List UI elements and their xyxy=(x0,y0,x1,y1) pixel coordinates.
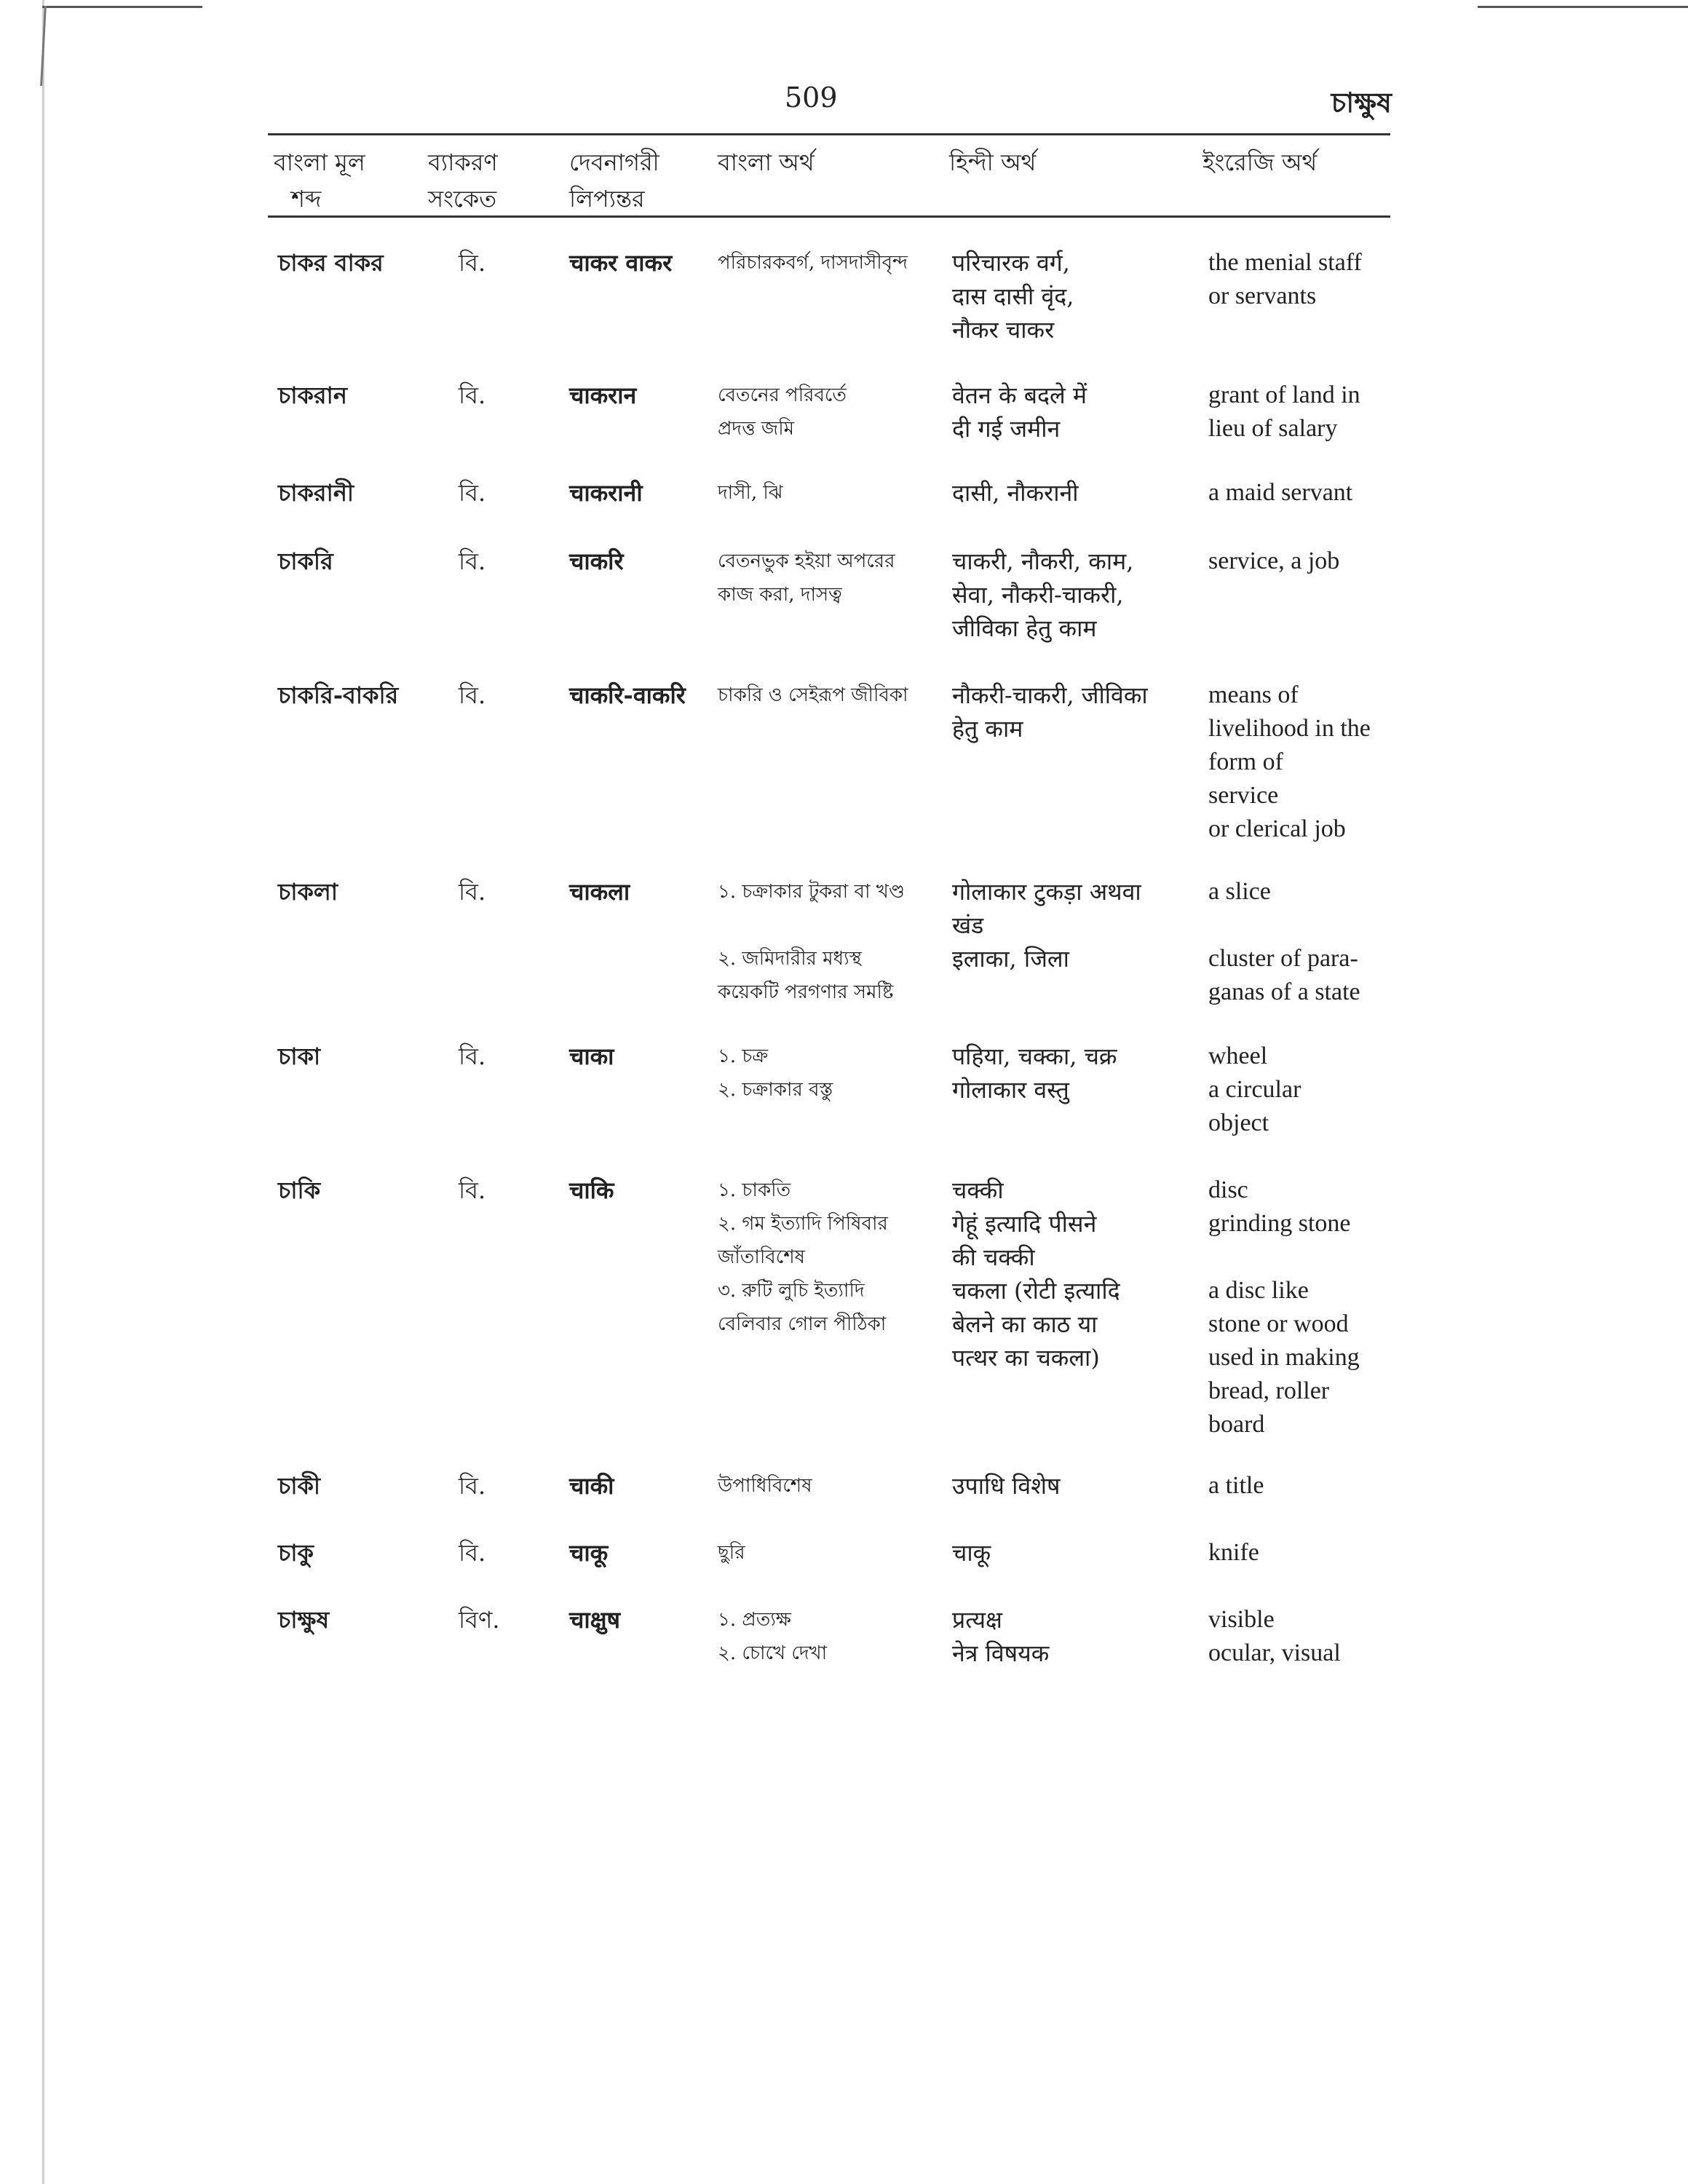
entry-bengali-meaning xyxy=(718,1174,936,1341)
entry-english-meaning-line: knife xyxy=(1208,1539,1259,1566)
entry-bengali-meaning-line: কাজ করা, দাসত্ব xyxy=(718,584,842,606)
entry-english-meaning-line: means of xyxy=(1208,681,1299,708)
entry-english-meaning-line: or clerical job xyxy=(1208,815,1346,842)
entry-hindi-meaning-line: दासी, नौकरानी xyxy=(952,479,1079,507)
entry-hindi-meaning-line: दास दासी वृंद, xyxy=(952,282,1074,310)
entry-english-meaning-line: cluster of para- xyxy=(1208,945,1358,972)
entry-english-meaning-line: ganas of a state xyxy=(1208,978,1360,1005)
entry-english-meaning xyxy=(1208,545,1398,578)
entry-hindi-meaning-line: खंड xyxy=(952,911,984,939)
entry-word: চাকরানী xyxy=(278,479,354,507)
entry-english-meaning-line: or servants xyxy=(1208,282,1317,309)
entry-english-meaning-line: the menial staff xyxy=(1208,249,1362,276)
entry-english-meaning-line: used in making xyxy=(1208,1344,1360,1371)
entry-bengali-meaning xyxy=(718,1040,936,1107)
entry-hindi-meaning xyxy=(952,476,1178,510)
entry-english-meaning-line: grinding stone xyxy=(1208,1210,1351,1237)
column-header-bengali-root xyxy=(274,144,365,217)
entry-hindi-meaning-line: पहिया, चक्का, चक्र xyxy=(952,1042,1117,1070)
entry-hindi-meaning-line: चाकू xyxy=(952,1539,991,1567)
entry-english-meaning-line: livelihood in the xyxy=(1208,715,1371,742)
entry-hindi-meaning xyxy=(952,1603,1178,1670)
entry-word: চাক্ষুষ xyxy=(278,1606,330,1634)
entry-grammar: বি. xyxy=(459,681,486,709)
page-number: 509 xyxy=(785,82,838,114)
entry-english-meaning-line: stone or wood xyxy=(1208,1310,1349,1337)
entry-word: চাকর বাকর xyxy=(278,249,384,277)
column-header-line: ইংরেজি অর্থ xyxy=(1202,149,1317,176)
entry-bengali-meaning-line: দাসী, ঝি xyxy=(718,482,783,504)
entry-hindi-meaning xyxy=(952,1040,1178,1107)
entry-grammar: বি. xyxy=(459,878,486,906)
entry-grammar: বি. xyxy=(459,1539,486,1567)
entry-hindi-meaning-line: गोलाकार वस्तु xyxy=(952,1076,1069,1104)
entry-bengali-meaning-line: ২. চোখে দেখা xyxy=(718,1642,828,1664)
entry-devanagari: चाकी xyxy=(569,1472,614,1500)
entry-english-meaning-line: form of xyxy=(1208,748,1283,775)
entry-grammar: বি. xyxy=(459,381,486,409)
entry-bengali-meaning xyxy=(718,246,936,280)
entry-devanagari: चाकरि xyxy=(569,547,624,575)
entry-hindi-meaning-line: प्रत्यक्ष xyxy=(952,1606,1002,1634)
entry-bengali-meaning-line: ২. চক্রাকার বস্তু xyxy=(718,1079,833,1101)
entry-hindi-meaning-line: चक्की xyxy=(952,1176,1004,1204)
entry-hindi-meaning xyxy=(952,1174,1178,1374)
entry-devanagari: चाकरि-वाकरि xyxy=(569,681,686,709)
entry-devanagari: चाकर वाकर xyxy=(569,249,673,277)
entry-english-meaning-line: wheel xyxy=(1208,1042,1268,1069)
entry-english-meaning-line: a title xyxy=(1208,1472,1264,1499)
entry-english-meaning xyxy=(1208,875,1398,1009)
entry-grammar: বি. xyxy=(459,479,486,507)
entry-devanagari: चाकरानी xyxy=(569,479,643,507)
entry-grammar: বি. xyxy=(459,249,486,277)
scan-edge-left xyxy=(42,0,44,2184)
entry-bengali-meaning-line: ২. জমিদারীর মধ্যস্থ xyxy=(718,948,862,970)
entry-english-meaning-line: disc xyxy=(1208,1176,1248,1203)
entry-hindi-meaning-line: बेलने का काठ या xyxy=(952,1310,1098,1338)
entry-bengali-meaning-line: ২. গম ইত্যাদি পিষিবার xyxy=(718,1213,888,1235)
entry-english-meaning-line: service, a job xyxy=(1208,547,1340,574)
entry-english-meaning-line: a disc like xyxy=(1208,1277,1309,1304)
entry-hindi-meaning-line: इलाका, जिला xyxy=(952,945,1069,973)
entry-bengali-meaning-line: কয়েকটি পরগণার সমষ্টি xyxy=(718,981,894,1003)
entry-bengali-meaning-line xyxy=(718,909,936,942)
entry-word: চাকরি xyxy=(278,547,333,575)
entry-hindi-meaning-line: चाकरी, नौकरी, काम, xyxy=(952,547,1134,575)
entry-grammar: বিণ. xyxy=(459,1606,500,1634)
entry-hindi-meaning-line: नौकर चाकर xyxy=(952,316,1055,344)
entry-bengali-meaning xyxy=(718,875,936,1009)
entry-hindi-meaning xyxy=(952,379,1178,446)
entry-english-meaning-line: a circular xyxy=(1208,1076,1301,1103)
entry-english-meaning-line: object xyxy=(1208,1109,1269,1136)
entry-hindi-meaning-line: सेवा, नौकरी-चाकरी, xyxy=(952,581,1124,609)
entry-english-meaning-line xyxy=(1208,909,1398,942)
entry-english-meaning xyxy=(1208,379,1398,446)
entry-bengali-meaning-line: ১. চক্রাকার টুকরা বা খণ্ড xyxy=(718,881,905,903)
column-header-bengali-meaning xyxy=(718,144,815,181)
entry-english-meaning-line xyxy=(1208,1241,1398,1274)
entry-word: চাকি xyxy=(278,1176,321,1204)
entry-devanagari: चाकला xyxy=(569,878,630,906)
entry-word: চাকরান xyxy=(278,381,347,409)
entry-word: চাকলা xyxy=(278,878,338,906)
entry-devanagari: चाकू xyxy=(569,1539,609,1567)
entry-english-meaning-line: visible xyxy=(1208,1606,1275,1633)
column-header-english-meaning xyxy=(1202,144,1317,181)
entry-english-meaning xyxy=(1208,1174,1398,1441)
entry-bengali-meaning xyxy=(718,379,936,446)
running-head: চাক্ষুষ xyxy=(1331,86,1392,119)
entry-english-meaning-line: ocular, visual xyxy=(1208,1639,1341,1666)
entry-hindi-meaning-line: चकला (रोटी इत्यादि xyxy=(952,1277,1120,1305)
entry-hindi-meaning-line: जीविका हेतु काम xyxy=(952,614,1097,642)
entry-bengali-meaning-line: জাঁতাবিশেষ xyxy=(718,1246,805,1268)
header-rule-top xyxy=(268,133,1390,135)
entry-hindi-meaning-line: दी गई जमीन xyxy=(952,415,1061,443)
entry-bengali-meaning xyxy=(718,1469,936,1503)
column-header-line: হিন্দী অর্থ xyxy=(949,149,1037,176)
entry-hindi-meaning-line: उपाधि विशेष xyxy=(952,1472,1061,1500)
entry-hindi-meaning xyxy=(952,678,1178,745)
entry-bengali-meaning-line: ১. প্রত্যক্ষ xyxy=(718,1609,791,1631)
entry-bengali-meaning-line: ১. চক্র xyxy=(718,1045,769,1067)
entry-bengali-meaning-line: চাকরি ও সেইরূপ জীবিকা xyxy=(718,684,908,706)
entry-english-meaning xyxy=(1208,1536,1398,1570)
entry-bengali-meaning-line: প্রদত্ত জমি xyxy=(718,418,795,440)
entry-word: চাকা xyxy=(278,1042,321,1070)
entry-bengali-meaning-line: উপাধিবিশেষ xyxy=(718,1475,812,1497)
entry-hindi-meaning-line: नेत्र विषयक xyxy=(952,1639,1050,1667)
entry-hindi-meaning-line xyxy=(952,976,1178,1009)
entry-devanagari: चाकि xyxy=(569,1176,614,1204)
entry-bengali-meaning xyxy=(718,545,936,612)
entry-bengali-meaning-line: ১. চাকতি xyxy=(718,1179,791,1201)
column-header-hindi-meaning xyxy=(949,144,1036,181)
entry-bengali-meaning-line: ছুরি xyxy=(718,1542,745,1564)
column-header-line: ব্যাকরণ xyxy=(428,149,498,176)
entry-hindi-meaning-line: नौकरी-चाकरी, जीविका xyxy=(952,681,1148,709)
entry-word: চাকী xyxy=(278,1472,321,1500)
column-header-line: লিপ্যন্তর xyxy=(569,185,645,213)
column-header-line: বাংলা অর্থ xyxy=(718,149,815,176)
entry-grammar: বি. xyxy=(459,547,486,575)
entry-english-meaning xyxy=(1208,1603,1398,1670)
entry-english-meaning xyxy=(1208,246,1398,313)
entry-english-meaning xyxy=(1208,1469,1398,1503)
entry-hindi-meaning xyxy=(952,246,1178,347)
entry-hindi-meaning xyxy=(952,1536,1178,1570)
entry-bengali-meaning-line: বেলিবার গোল পীঠিকা xyxy=(718,1313,887,1335)
entry-english-meaning xyxy=(1208,476,1398,510)
entry-hindi-meaning-line: हेतु काम xyxy=(952,715,1023,743)
entry-devanagari: चाकरान xyxy=(569,381,637,409)
column-header-line: দেবনাগরী xyxy=(569,149,659,176)
column-header-grammar xyxy=(428,144,498,217)
column-header-line: শব্দ xyxy=(291,185,322,213)
entry-bengali-meaning-line: ৩. রুটি লুচি ইত্যাদি xyxy=(718,1280,865,1302)
entry-grammar: বি. xyxy=(459,1176,486,1204)
entry-hindi-meaning-line: गेहूं इत्यादि पीसने xyxy=(952,1210,1097,1238)
entry-grammar: বি. xyxy=(459,1472,486,1500)
entry-bengali-meaning xyxy=(718,1536,936,1570)
entry-bengali-meaning-line: পরিচারকবর্গ, দাসদাসীবৃন্দ xyxy=(718,252,908,274)
column-header-line: বাংলা মূল xyxy=(274,149,365,176)
entry-english-meaning-line: service xyxy=(1208,782,1279,809)
entry-english-meaning-line: a maid servant xyxy=(1208,479,1353,506)
column-header-line: সংকেত xyxy=(428,185,497,213)
entry-bengali-meaning xyxy=(718,476,936,510)
entry-bengali-meaning-line: বেতনভুক হইয়া অপরের xyxy=(718,550,895,572)
entry-word: চাকু xyxy=(278,1539,314,1567)
entry-hindi-meaning xyxy=(952,875,1178,1009)
entry-bengali-meaning xyxy=(718,1603,936,1670)
entry-english-meaning xyxy=(1208,678,1398,846)
entry-hindi-meaning-line: पत्थर का चकला) xyxy=(952,1344,1100,1372)
entry-devanagari: चाका xyxy=(569,1042,614,1070)
entry-hindi-meaning xyxy=(952,1469,1178,1503)
entry-hindi-meaning-line: गोलाकार टुकड़ा अथवा xyxy=(952,878,1141,906)
scan-edge-top-right xyxy=(1478,6,1688,8)
entry-english-meaning xyxy=(1208,1040,1398,1140)
entry-bengali-meaning xyxy=(718,678,936,712)
column-header-devanagari xyxy=(569,144,659,217)
entry-english-meaning-line: board xyxy=(1208,1411,1265,1438)
entry-hindi-meaning xyxy=(952,545,1178,645)
scan-edge-top xyxy=(42,6,202,8)
entry-word: চাকরি-বাকরি xyxy=(278,681,399,709)
entry-grammar: বি. xyxy=(459,1042,486,1070)
entry-english-meaning-line: a slice xyxy=(1208,878,1271,905)
header-rule-bottom xyxy=(268,215,1390,218)
entry-english-meaning-line: lieu of salary xyxy=(1208,415,1338,442)
entry-english-meaning-line: grant of land in xyxy=(1208,381,1360,408)
entry-hindi-meaning-line: परिचारक वर्ग, xyxy=(952,249,1070,277)
entry-devanagari: चाक्षुष xyxy=(569,1606,621,1634)
entry-english-meaning-line: bread, roller xyxy=(1208,1377,1330,1404)
entry-bengali-meaning-line: বেতনের পরিবর্তে xyxy=(718,384,847,406)
entry-hindi-meaning-line: वेतन के बदले में xyxy=(952,381,1087,409)
entry-hindi-meaning-line: की चक्की xyxy=(952,1243,1035,1271)
